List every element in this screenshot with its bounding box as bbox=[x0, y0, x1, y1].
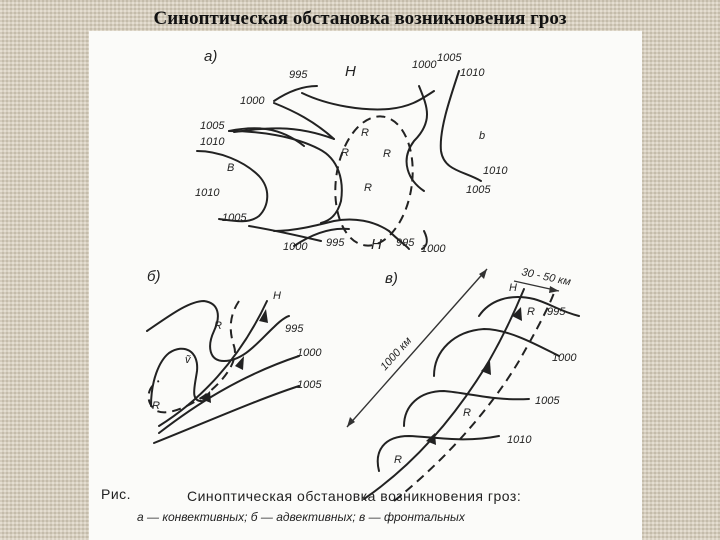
isobar-label: 1010 bbox=[507, 434, 532, 446]
isobar-label: 1010 bbox=[483, 165, 508, 177]
high-pressure-symbol: Н bbox=[509, 282, 517, 294]
isobar-label: 1005 bbox=[535, 395, 560, 407]
panel-b-label: б) bbox=[147, 268, 161, 285]
thunderstorm-symbol: R bbox=[152, 400, 160, 412]
isobar-label: 1010 bbox=[460, 67, 485, 79]
panel-b bbox=[147, 268, 322, 443]
panel-a bbox=[195, 48, 508, 255]
synoptic-diagram bbox=[89, 31, 642, 540]
isobar bbox=[274, 86, 317, 101]
isobar-label: 995 bbox=[547, 306, 566, 318]
thunderstorm-symbol: R bbox=[383, 148, 391, 160]
isobar-label: 1005 bbox=[222, 212, 247, 224]
panel-c-label: в) bbox=[385, 270, 398, 287]
distance-label: 1000 км bbox=[378, 335, 415, 374]
isobar-label: 995 bbox=[289, 69, 308, 81]
high-pressure-symbol: Н bbox=[273, 290, 281, 302]
isobar-label: 1000 bbox=[552, 352, 577, 364]
isobar-label: 1010 bbox=[200, 136, 225, 148]
arrow-head-icon bbox=[549, 286, 559, 293]
isobar-label: 1000 bbox=[421, 243, 446, 255]
isobar bbox=[441, 71, 481, 181]
thunderstorm-symbol: R bbox=[341, 147, 349, 159]
squall-line bbox=[394, 293, 554, 501]
thunderstorm-symbol: R bbox=[527, 306, 535, 318]
isobar-label: 1005 bbox=[200, 120, 225, 132]
high-pressure-symbol: Н bbox=[371, 236, 382, 253]
thunderstorm-symbol: R bbox=[394, 454, 402, 466]
isobar bbox=[159, 356, 299, 433]
caption-legend: а — конвективных; б — адвективных; в — фронтальных bbox=[137, 510, 465, 524]
high-pressure-symbol: Н bbox=[345, 63, 356, 80]
isobar bbox=[229, 131, 342, 223]
isobar bbox=[434, 329, 559, 376]
pressure-symbol-b: b bbox=[479, 130, 486, 142]
isobar-label: 995 bbox=[285, 323, 304, 335]
thunderstorm-symbol: R bbox=[361, 127, 369, 139]
distance-arrow bbox=[347, 269, 487, 427]
wind-symbol: ṽ bbox=[185, 354, 191, 366]
figure-scan bbox=[89, 31, 642, 540]
thunderstorm-symbol: R bbox=[364, 182, 372, 194]
panel-c bbox=[347, 266, 579, 501]
isobar-label: 1005 bbox=[297, 379, 322, 391]
isobar-label: 1000 bbox=[240, 95, 265, 107]
isobar-label: 1000 bbox=[283, 241, 308, 253]
isobar-label: 995 bbox=[326, 237, 345, 249]
figure-caption bbox=[101, 486, 521, 524]
isobar-label: 1000 bbox=[297, 347, 322, 359]
isobar-label: 1005 bbox=[466, 184, 491, 196]
thunderstorm-symbol: R bbox=[214, 320, 222, 332]
isobar bbox=[302, 91, 434, 109]
front-width-label: 30 - 50 км bbox=[520, 266, 572, 289]
slide-title: Синоптическая обстановка возникновения гроз bbox=[153, 8, 567, 29]
isobar-label: 1000 bbox=[412, 59, 437, 71]
pressure-symbol-b: В bbox=[227, 162, 235, 174]
caption-prefix: Рис. bbox=[101, 486, 132, 502]
cold-front-line bbox=[159, 301, 267, 426]
caption-title: Синоптическая обстановка возникновения гроз: bbox=[187, 488, 522, 504]
isobar-label: 1010 bbox=[195, 187, 220, 199]
isobar-label: 1005 bbox=[437, 52, 462, 64]
isobar bbox=[249, 226, 321, 241]
thunderstorm-symbol: R bbox=[463, 407, 471, 419]
isobar-label: 995 bbox=[396, 237, 415, 249]
panel-a-label: а) bbox=[204, 48, 218, 65]
cold-front-line bbox=[364, 289, 524, 499]
